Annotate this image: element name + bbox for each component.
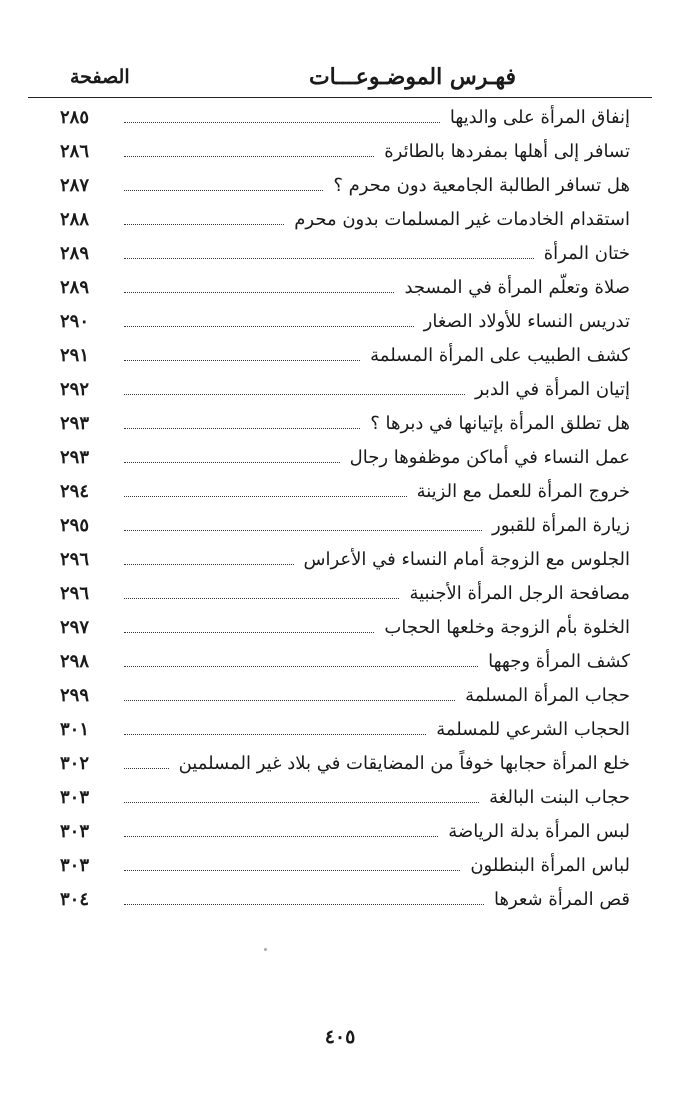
- page-speck: [264, 948, 267, 951]
- toc-entry-title: لباس المرأة البنطلون: [470, 854, 630, 876]
- dot-leader: [124, 870, 460, 871]
- toc-entry-title: هل تطلق المرأة بإتيانها في دبرها ؟: [370, 412, 630, 434]
- toc-entry: [60, 644, 630, 678]
- dot-leader: [124, 156, 374, 157]
- toc-entry: [60, 814, 630, 848]
- toc-entry-page: ٣٠٤: [60, 888, 90, 910]
- index-header: [30, 62, 646, 96]
- toc-entry-title: صلاة وتعلّم المرأة في المسجد: [404, 276, 630, 298]
- dot-leader: [124, 496, 407, 497]
- toc-entry-page: ٢٩٢: [60, 378, 90, 400]
- dot-leader: [124, 122, 440, 123]
- toc-entry-page: ٣٠٣: [60, 854, 90, 876]
- table-of-contents: [60, 100, 630, 916]
- toc-entry-page: ٢٩٣: [60, 412, 90, 434]
- dot-leader: [124, 530, 482, 531]
- toc-entry-title: هل تسافر الطالبة الجامعية دون محرم ؟: [333, 174, 630, 196]
- toc-entry-page: ٢٩٧: [60, 616, 90, 638]
- toc-entry: [60, 202, 630, 236]
- toc-entry-page: ٢٩٠: [60, 310, 90, 332]
- toc-entry-title: حجاب البنت البالغة: [489, 786, 630, 808]
- toc-entry-title: لبس المرأة بدلة الرياضة: [448, 820, 630, 842]
- toc-entry-page: ٣٠٣: [60, 786, 90, 808]
- toc-entry-title: مصافحة الرجل المرأة الأجنبية: [409, 582, 630, 604]
- dot-leader: [124, 360, 360, 361]
- dot-leader: [124, 292, 394, 293]
- page-column-label: الصفحة: [70, 66, 130, 88]
- toc-entry: [60, 712, 630, 746]
- toc-entry: [60, 542, 630, 576]
- toc-entry: [60, 576, 630, 610]
- toc-entry-title: الجلوس مع الزوجة أمام النساء في الأعراس: [303, 548, 630, 570]
- toc-entry-page: ٢٩٨: [60, 650, 90, 672]
- dot-leader: [124, 836, 438, 837]
- toc-entry-title: إنفاق المرأة على والديها: [449, 106, 630, 128]
- toc-entry-title: خروج المرأة للعمل مع الزينة: [416, 480, 630, 502]
- page-number: ٤٠٥: [324, 1026, 356, 1048]
- dot-leader: [124, 258, 534, 259]
- dot-leader: [124, 734, 426, 735]
- toc-entry-page: ٢٩٦: [60, 582, 90, 604]
- toc-entry: [60, 100, 630, 134]
- toc-entry-page: ٢٩١: [60, 344, 90, 366]
- toc-entry-title: ختان المرأة: [543, 242, 630, 264]
- toc-entry-title: تدريس النساء للأولاد الصغار: [423, 310, 630, 332]
- toc-entry-title: حجاب المرأة المسلمة: [465, 684, 630, 706]
- toc-entry-title: تسافر إلى أهلها بمفردها بالطائرة: [384, 140, 630, 162]
- dot-leader: [124, 802, 479, 803]
- dot-leader: [124, 428, 360, 429]
- index-title: فهـرس الموضـوعـــات: [308, 64, 516, 90]
- dot-leader: [124, 190, 323, 191]
- toc-entry-page: ٣٠٣: [60, 820, 90, 842]
- toc-entry-page: ٢٩٥: [60, 514, 90, 536]
- toc-entry: [60, 304, 630, 338]
- toc-entry-title: قص المرأة شعرها: [493, 888, 630, 910]
- dot-leader: [124, 394, 465, 395]
- toc-entry-page: ٢٩٤: [60, 480, 90, 502]
- toc-entry: [60, 678, 630, 712]
- toc-entry-page: ٢٩٩: [60, 684, 90, 706]
- dot-leader: [124, 904, 484, 905]
- toc-entry-title: استقدام الخادمات غير المسلمات بدون محرم: [294, 208, 630, 230]
- toc-entry: [60, 406, 630, 440]
- dot-leader: [124, 326, 414, 327]
- dot-leader: [124, 666, 478, 667]
- toc-entry-page: ٢٨٩: [60, 242, 90, 264]
- toc-entry: [60, 236, 630, 270]
- dot-leader: [124, 632, 374, 633]
- toc-entry: [60, 882, 630, 916]
- dot-leader: [124, 768, 169, 769]
- header-divider: [28, 97, 652, 98]
- dot-leader: [124, 598, 399, 599]
- toc-entry-page: ٢٨٥: [60, 106, 90, 128]
- toc-entry: [60, 338, 630, 372]
- toc-entry-page: ٣٠١: [60, 718, 90, 740]
- toc-entry: [60, 474, 630, 508]
- toc-entry: [60, 372, 630, 406]
- toc-entry-page: ٢٩٦: [60, 548, 90, 570]
- toc-entry: [60, 746, 630, 780]
- toc-entry-page: ٢٨٧: [60, 174, 90, 196]
- dot-leader: [124, 224, 284, 225]
- toc-entry-title: زيارة المرأة للقبور: [492, 514, 630, 536]
- toc-entry-page: ٢٨٨: [60, 208, 90, 230]
- toc-entry-title: الحجاب الشرعي للمسلمة: [436, 718, 630, 740]
- dot-leader: [124, 564, 294, 565]
- toc-entry: [60, 270, 630, 304]
- toc-entry-title: كشف المرأة وجهها: [488, 650, 630, 672]
- toc-entry-page: ٣٠٢: [60, 752, 90, 774]
- toc-entry: [60, 168, 630, 202]
- toc-entry: [60, 848, 630, 882]
- toc-entry-title: كشف الطبيب على المرأة المسلمة: [370, 344, 630, 366]
- toc-entry-page: ٢٨٩: [60, 276, 90, 298]
- dot-leader: [124, 462, 340, 463]
- toc-entry: [60, 508, 630, 542]
- toc-entry-title: عمل النساء في أماكن موظفوها رجال: [349, 446, 630, 468]
- toc-entry-title: إتيان المرأة في الدبر: [474, 378, 630, 400]
- toc-entry-page: ٢٨٦: [60, 140, 90, 162]
- toc-entry: [60, 134, 630, 168]
- toc-entry-title: الخلوة بأم الزوجة وخلعها الحجاب: [384, 616, 630, 638]
- toc-entry: [60, 440, 630, 474]
- toc-entry-title: خلع المرأة حجابها خوفاً من المضايقات في بلاد غير المسلمين: [178, 752, 630, 774]
- toc-entry: [60, 780, 630, 814]
- toc-entry: [60, 610, 630, 644]
- dot-leader: [124, 700, 455, 701]
- toc-entry-page: ٢٩٣: [60, 446, 90, 468]
